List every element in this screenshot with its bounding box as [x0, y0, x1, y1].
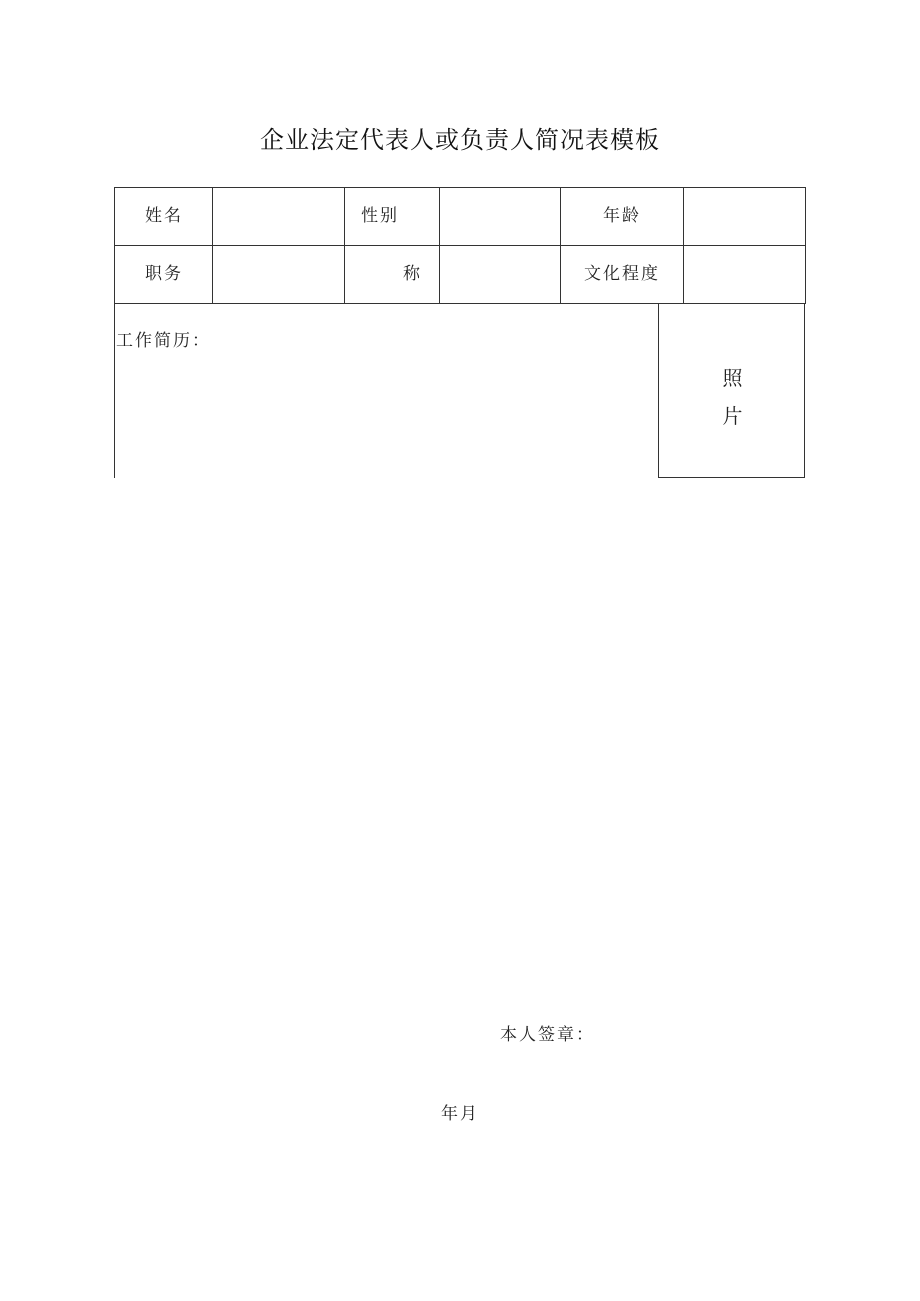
photo-label-line1: 照	[722, 366, 743, 390]
page-title: 企业法定代表人或负责人简况表模板	[260, 126, 660, 154]
table-column-divider	[560, 187, 561, 303]
professional-title-field[interactable]	[440, 246, 560, 302]
photo-box[interactable]	[658, 304, 805, 478]
education-label: 文化程度	[584, 264, 660, 284]
name-field[interactable]	[213, 188, 344, 244]
position-label: 职务	[145, 264, 183, 284]
date-label: 年月	[441, 1104, 479, 1124]
table-column-divider	[344, 187, 345, 303]
table-right-border	[805, 187, 806, 303]
gender-label: 性别	[361, 206, 399, 226]
table-left-border	[114, 187, 115, 478]
gender-field[interactable]	[440, 188, 560, 244]
photo-label-line2: 片	[722, 404, 743, 428]
age-field[interactable]	[684, 188, 805, 244]
age-label: 年龄	[603, 206, 641, 226]
signature-label: 本人签章：	[500, 1025, 595, 1045]
name-label: 姓名	[145, 206, 183, 226]
education-field[interactable]	[684, 246, 805, 302]
position-field[interactable]	[213, 246, 344, 302]
work-history-label: 工作简历：	[116, 331, 211, 351]
professional-title-label: 称	[403, 264, 422, 284]
